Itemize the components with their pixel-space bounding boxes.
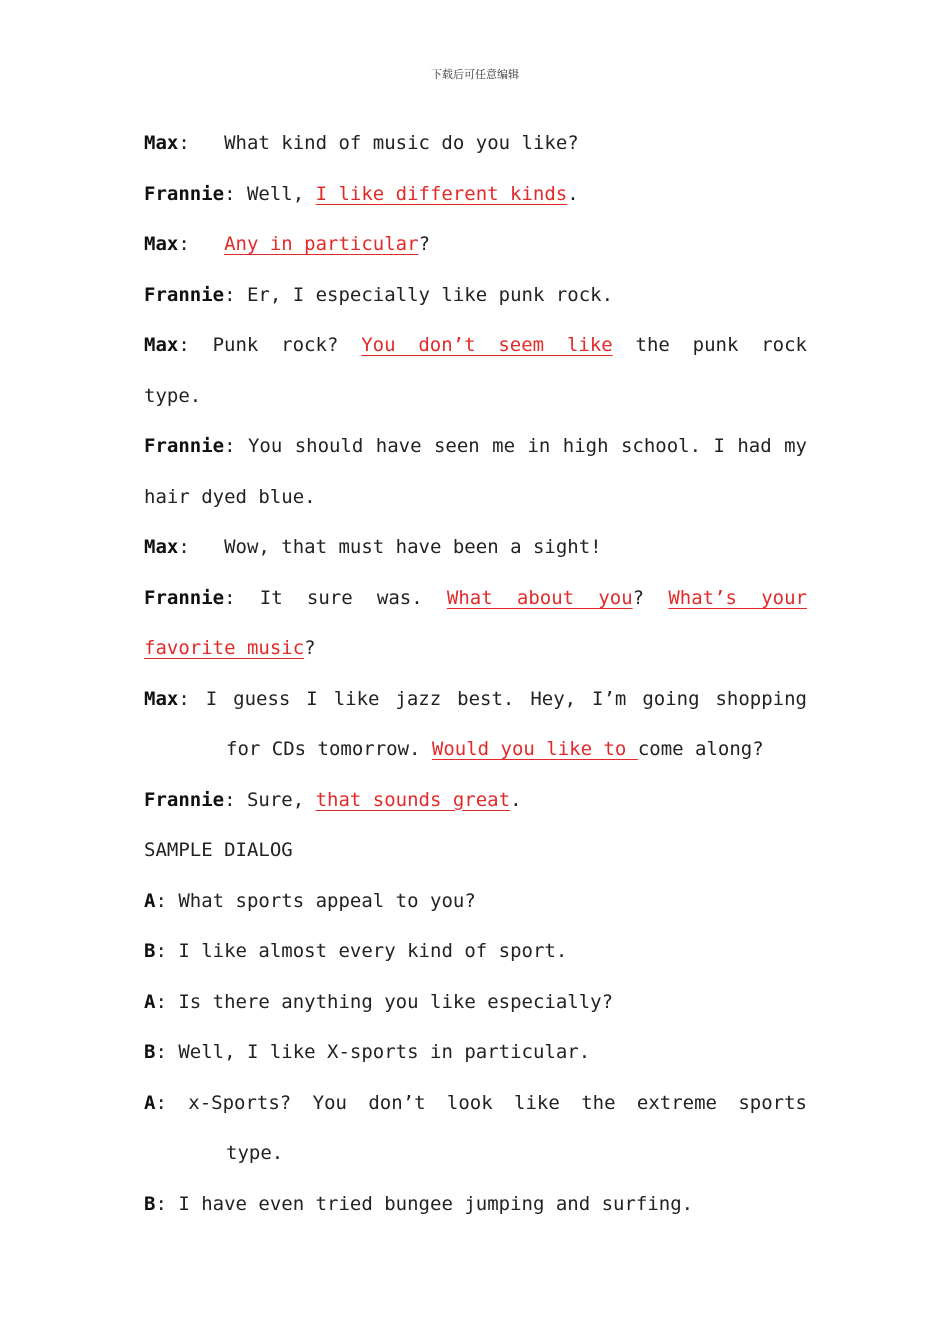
highlighted-phrase: favorite music [144, 637, 305, 659]
speaker-name: Frannie [144, 182, 225, 205]
separator: : [178, 334, 190, 356]
dialog-line-continued [144, 623, 807, 674]
speaker-name: Max [144, 687, 179, 710]
highlighted-phrase: What’s your [668, 586, 807, 609]
highlighted-phrase: You don’t seem like [361, 334, 613, 356]
separator: : [224, 435, 236, 457]
dialog-line [144, 169, 807, 220]
speaker-name: Max [144, 536, 179, 558]
dialog-text: Is there anything you like especially? [178, 990, 614, 1013]
separator: : Well, [224, 182, 316, 205]
dialog-text: ? [304, 637, 316, 659]
highlighted-phrase: I like different kinds [315, 182, 568, 205]
separator: : [155, 990, 179, 1013]
dialog-line [144, 674, 807, 725]
dialog-text: ? [418, 233, 431, 255]
dialog-line [144, 775, 807, 826]
highlighted-phrase: that sounds great [315, 788, 511, 811]
dialog-text: . [567, 182, 579, 205]
dialog-text: What sports appeal to you? [178, 889, 476, 912]
separator: : [224, 586, 236, 609]
speaker-name: A [144, 1091, 156, 1114]
dialog-line [144, 522, 807, 573]
document-body [144, 118, 807, 1229]
dialog-line [144, 1078, 807, 1129]
dialog-line-continued [144, 1128, 807, 1179]
dialog-line [144, 219, 807, 270]
speaker-name: Frannie [144, 788, 225, 811]
speaker-name: Frannie [144, 283, 225, 306]
dialog-line [144, 573, 807, 624]
dialog-line [144, 320, 807, 371]
highlighted-phrase: Any in particular [224, 233, 419, 255]
dialog-line [144, 926, 807, 977]
dialog-text: I have even tried bungee jumping and surfing. [178, 1192, 694, 1215]
page-header: 下载后可任意编辑 [431, 68, 519, 81]
dialog-text: You should have seen me in high school. I had my [247, 435, 807, 457]
speaker-name: Max [144, 233, 179, 255]
dialog-text: type. [144, 384, 202, 407]
speaker-name: A [144, 889, 156, 912]
separator: : Sure, [224, 788, 316, 811]
dialog-line-continued [144, 472, 807, 523]
highlighted-phrase: Would you like to [431, 738, 638, 760]
dialog-line [144, 118, 807, 169]
highlighted-phrase: What about you [446, 586, 633, 609]
speaker-name: B [144, 1041, 156, 1063]
separator: : [224, 283, 247, 306]
dialog-line-continued [144, 724, 807, 775]
dialog-text: It sure was. [259, 586, 423, 609]
dialog-text: hair dyed blue. [144, 485, 316, 508]
dialog-text: Well, I like X-sports in particular. [178, 1041, 591, 1063]
dialog-text: Punk rock? [212, 334, 339, 356]
separator: : [155, 1041, 179, 1063]
dialog-text: ? [632, 586, 645, 609]
dialog-text: Wow, that must have been a sight! [224, 536, 602, 558]
speaker-name: Max [144, 334, 179, 356]
separator: : [155, 940, 179, 962]
section-heading: SAMPLE DIALOG [144, 839, 293, 861]
dialog-line-continued [144, 371, 807, 422]
separator: : [155, 1091, 167, 1114]
dialog-text: come along? [637, 738, 764, 760]
dialog-line [144, 1027, 807, 1078]
separator: : [178, 536, 225, 558]
dialog-text: Er, I especially like punk rock. [246, 283, 614, 306]
dialog-line [144, 977, 807, 1028]
separator: : [178, 687, 190, 710]
separator: : [155, 889, 179, 912]
separator: : [155, 1192, 179, 1215]
speaker-name: A [144, 990, 156, 1013]
dialog-text: x-Sports? You don’t look like the extreme sports [188, 1091, 807, 1114]
dialog-line [144, 876, 807, 927]
dialog-text: . [510, 788, 522, 811]
dialog-text: type. [226, 1142, 284, 1164]
dialog-line [144, 421, 807, 472]
dialog-text: for CDs tomorrow. [226, 738, 432, 760]
dialog-line [144, 1179, 807, 1230]
separator: : [178, 233, 225, 255]
dialog-text: I guess I like jazz best. Hey, I’m going shopping [205, 687, 807, 710]
separator: : [178, 132, 225, 154]
speaker-name: Max [144, 132, 179, 154]
speaker-name: B [144, 940, 156, 962]
speaker-name: Frannie [144, 435, 225, 457]
dialog-line [144, 270, 807, 321]
speaker-name: Frannie [144, 586, 225, 609]
speaker-name: B [144, 1192, 156, 1215]
dialog-text: the punk rock [635, 334, 807, 356]
dialog-text: What kind of music do you like? [224, 132, 579, 154]
dialog-text: I like almost every kind of sport. [178, 940, 568, 962]
